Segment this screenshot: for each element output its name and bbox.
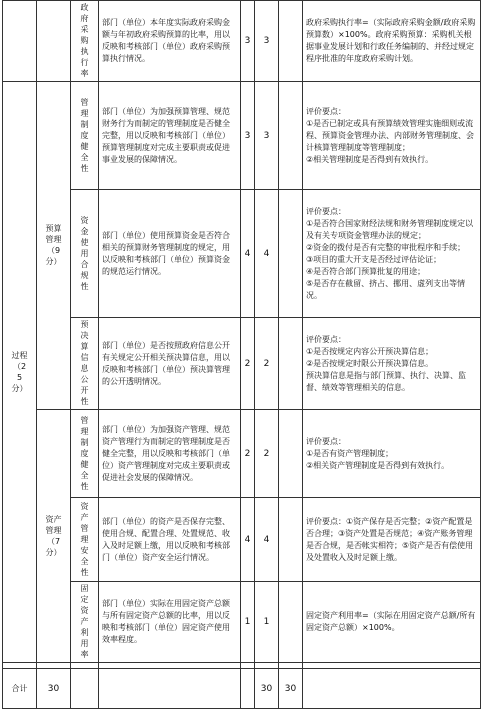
- table-row: [3, 498, 481, 582]
- indicator-description: 部门（单位）为加强预算管理、规范财务行为而制定的管理制度是否健全完整，用以反映和考核部门（单位）预算管理制度对完成主要职责或促进事业发展的保障情况。: [99, 82, 241, 190]
- budget-cell-top: [37, 1, 71, 82]
- blank-cell: [303, 669, 481, 709]
- asset-management-cell: 资产管理（7分）: [37, 410, 71, 663]
- table-row: [3, 1, 481, 82]
- indicator-description: 部门（单位）本年度实际政府采购金额与年初政府采购预算的比率，用以反映和考核部门（单位）政府采购预算执行情况。: [99, 1, 241, 82]
- total-weight: 30: [279, 669, 303, 709]
- indicator-criteria: 评价要点： ①是否符合国家财经法规和财务管理制度规定以及有关专项资金管理办法的规定； ②资金的拨付是否有完整的审批程序和手续； ③项目的重大开支是否经过评估论证； ④是否符合部门预算批复的用途； ⑤是否存在截留、挤占、挪用、虚列支出等情况。: [303, 190, 481, 318]
- indicator-score: 3: [241, 82, 255, 190]
- blank-cell: [279, 190, 303, 318]
- indicator-criteria: 评价要点： ①是否按规定内容公开预决算信息； ②是否按规定时限公开预决算信息。 预决算信息是指与部门预算、执行、决算、监督、绩效等管理相关的信息。: [303, 318, 481, 410]
- indicator-weight: 1: [255, 582, 279, 663]
- indicator-name: 资金使用合规性: [71, 190, 99, 318]
- blank-cell: [71, 669, 99, 709]
- indicator-name: 管理制度健全性: [71, 82, 99, 190]
- indicator-weight: 3: [255, 82, 279, 190]
- table-row: [3, 582, 481, 663]
- total-value: 30: [37, 669, 71, 709]
- table-row: [3, 410, 481, 498]
- blank-cell: [279, 582, 303, 663]
- indicator-description: 部门（单位）是否按照政府信息公开有关规定公开相关预决算信息，用以反映和考核部门（单位）预决算管理的公开透明情况。: [99, 318, 241, 410]
- indicator-score: 2: [241, 410, 255, 498]
- blank-cell: [279, 410, 303, 498]
- process-cell-top: [3, 1, 37, 82]
- indicator-name: 政府采购执行率: [71, 1, 99, 82]
- indicator-table: [2, 0, 481, 709]
- indicator-weight: 4: [255, 498, 279, 582]
- blank-cell: [241, 669, 255, 709]
- blank-cell: [279, 1, 303, 82]
- indicator-weight: 4: [255, 190, 279, 318]
- blank-cell: [279, 498, 303, 582]
- indicator-name: 管理制度健全性: [71, 410, 99, 498]
- indicator-name: 固定资产利用率: [71, 582, 99, 663]
- indicator-score: 4: [241, 190, 255, 318]
- blank-cell: [279, 318, 303, 410]
- indicator-name: 预决算信息公开性: [71, 318, 99, 410]
- indicator-description: 部门（单位）使用预算资金是否符合相关的预算财务管理制度的规定，用以反映和考核部门（单位）预算资金的规范运行情况。: [99, 190, 241, 318]
- indicator-criteria: 评价要点： ①是否有资产管理制度； ②相关资产管理制度是否得到有效执行。: [303, 410, 481, 498]
- indicator-criteria: 评价要点： ①是否已制定或具有预算绩效管理实施细则或流程、预算资金管理办法、内部财务管理制度、会计核算管理制度等管理制度； ②相关管理制度是否得到有效执行。: [303, 82, 481, 190]
- table-row: [3, 190, 481, 318]
- total-label: 合计: [3, 669, 37, 709]
- total-row: [3, 669, 481, 709]
- indicator-score: 3: [241, 1, 255, 82]
- indicator-weight: 2: [255, 318, 279, 410]
- indicator-score: 1: [241, 582, 255, 663]
- blank-cell: [99, 669, 241, 709]
- process-category-cell: 过程（25分）: [3, 82, 37, 663]
- indicator-criteria: 政府采购执行率=（实际政府采购金额/政府采购预算数）×100%。政府采购预算：采购机关根据事业发展计划和行政任务编制的、并经过规定程序批准的年度政府采购计划。: [303, 1, 481, 82]
- indicator-description: 部门（单位）实际在用固定资产总额与所有固定资产总额的比率，用以反映和考核部门（单位）固定资产使用效率程度。: [99, 582, 241, 663]
- budget-management-cell: 预算管理（9分）: [37, 82, 71, 410]
- indicator-weight: 3: [255, 1, 279, 82]
- indicator-name: 资产管理安全性: [71, 498, 99, 582]
- indicator-description: 部门（单位）为加强资产管理、规范资产管理行为而制定的管理制度是否健全完整，用以反映和考核部门（单位）资产管理制度对完成主要职责或促进社会发展的保障情况。: [99, 410, 241, 498]
- indicator-weight: 2: [255, 410, 279, 498]
- indicator-description: 部门（单位）的资产是否保存完整、使用合规、配置合理、处置规范、收入及时足额上缴，用以反映和考核部门（单位）资产安全运行情况。: [99, 498, 241, 582]
- blank-cell: [279, 82, 303, 190]
- table-row: [3, 82, 481, 190]
- table-row: [3, 318, 481, 410]
- indicator-score: 2: [241, 318, 255, 410]
- indicator-criteria: 固定资产利用率=（实际在用固定资产总额/所有固定资产总额）×100%。: [303, 582, 481, 663]
- total-score: 30: [255, 669, 279, 709]
- indicator-score: 4: [241, 498, 255, 582]
- indicator-criteria: 评价要点：①资产保存是否完整；②资产配置是否合理；③资产处置是否规范；④资产账务管理是否合规，是否帐实相符；⑤资产是否有偿使用及处置收入及时足额上缴。: [303, 498, 481, 582]
